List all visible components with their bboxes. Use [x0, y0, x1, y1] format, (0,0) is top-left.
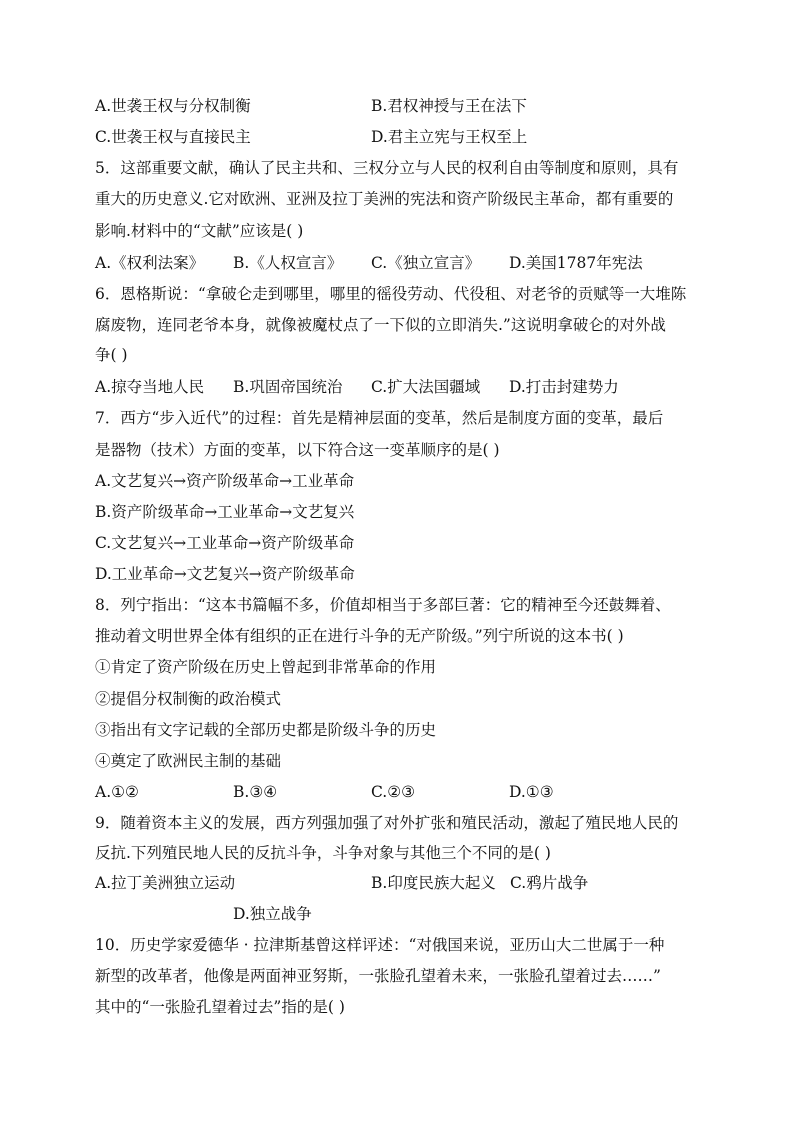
q6-option-a: A.掠夺当地人民: [95, 378, 205, 396]
q9-stem-line-2: 反抗.下列殖民地人民的反抗斗争，斗争对象与其他三个不同的是( ): [95, 844, 551, 862]
q4-option-a: A.世袭王权与分权制衡: [95, 97, 251, 115]
q5-option-c: C.《独立宣言》: [371, 254, 481, 272]
q5-stem-line-1: 5．这部重要文献，确认了民主共和、三权分立与人民的权利自由等制度和原则，具有: [95, 159, 679, 177]
q8-statement-2: ②提倡分权制衡的政治模式: [95, 690, 282, 708]
q9-stem-line-1: 9．随着资本主义的发展，西方列强加强了对外扩张和殖民活动，激起了殖民地人民的: [95, 814, 679, 832]
q7-option-d: D.工业革命→文艺复兴→资产阶级革命: [95, 565, 355, 583]
q8-option-d: D.①③: [509, 783, 554, 801]
q6-stem-line-1: 6．恩格斯说：“拿破仑走到哪里，哪里的徭役劳动、代役租、对老爷的贡赋等一大堆陈: [95, 285, 687, 303]
q7-option-c: C.文艺复兴→工业革命→资产阶级革命: [95, 534, 355, 552]
q5-option-d: D.美国1787年宪法: [509, 254, 643, 272]
q10-stem-line-1: 10．历史学家爱德华 · 拉津斯基曾这样评述：“对俄国来说，亚历山大二世属于一种: [95, 936, 665, 954]
q8-stem-line-1: 8．列宁指出：“这本书篇幅不多，价值却相当于多部巨著：它的精神至今还鼓舞着、: [95, 596, 671, 614]
q8-statement-4: ④奠定了欧洲民主制的基础: [95, 752, 282, 770]
q9-option-d: D.独立战争: [233, 905, 312, 923]
q8-statement-3: ③指出有文字记载的全部历史都是阶级斗争的历史: [95, 721, 437, 739]
q7-option-b: B.资产阶级革命→工业革命→文艺复兴: [95, 503, 355, 521]
q8-option-c: C.②③: [371, 783, 416, 801]
q8-option-b: B.③④: [233, 783, 278, 801]
q9-option-b: B.印度民族大起义: [371, 874, 496, 892]
q4-option-c: C.世袭王权与直接民主: [95, 128, 251, 146]
q7-option-a: A.文艺复兴→资产阶级革命→工业革命: [95, 472, 355, 490]
q8-statement-1: ①肯定了资产阶级在历史上曾起到非常革命的作用: [95, 658, 437, 676]
q7-stem-line-2: 是器物（技术）方面的变革，以下符合这一变革顺序的是( ): [95, 441, 500, 459]
q9-option-c: C.鸦片战争: [510, 874, 589, 892]
q8-option-a: A.①②: [95, 783, 139, 801]
q6-option-d: D.打击封建势力: [509, 378, 619, 396]
q5-stem-line-2: 重大的历史意义.它对欧洲、亚洲及拉丁美洲的宪法和资产阶级民主革命，都有重要的: [95, 190, 674, 208]
q10-stem-line-3: 其中的“一张脸孔望着过去”指的是( ): [95, 998, 345, 1016]
q5-option-b: B.《人权宣言》: [233, 254, 343, 272]
q4-option-d: D.君主立宪与王权至上: [371, 128, 528, 146]
q6-stem-line-3: 争( ): [95, 346, 128, 364]
q9-option-a: A.拉丁美洲独立运动: [95, 874, 236, 892]
q7-stem-line-1: 7．西方“步入近代”的过程：首先是精神层面的变革，然后是制度方面的变革，最后: [95, 409, 664, 427]
q4-option-b: B.君权神授与王在法下: [371, 97, 527, 115]
q10-stem-line-2: 新型的改革者，他像是两面神亚努斯，一张脸孔望着未来，一张脸孔望着过去……”: [95, 967, 661, 985]
q5-option-a: A.《权利法案》: [95, 254, 205, 272]
q6-option-b: B.巩固帝国统治: [233, 378, 343, 396]
q6-stem-line-2: 腐废物，连同老爷本身，就像被魔杖点了一下似的立即消失.”这说明拿破仑的对外战: [95, 316, 666, 334]
q5-stem-line-3: 影响.材料中的“文献”应该是( ): [95, 222, 304, 240]
q8-stem-line-2: 推动着文明世界全体有组织的正在进行斗争的无产阶级。”列宁所说的这本书( ): [95, 627, 624, 645]
q6-option-c: C.扩大法国疆域: [371, 378, 481, 396]
